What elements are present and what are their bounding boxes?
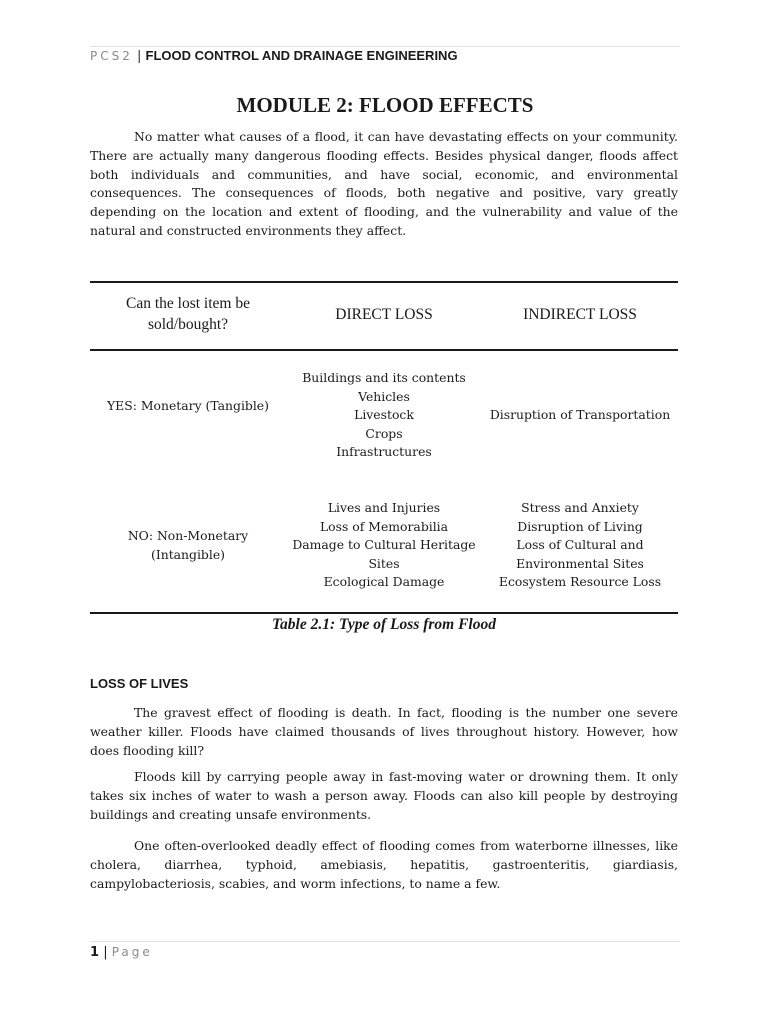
table-header-direct-loss (286, 304, 482, 325)
table-header-line: sold/bought? (147, 316, 229, 333)
cell-line: Crops (365, 425, 403, 441)
cell-line: Lives and Injuries (327, 500, 441, 515)
cell-line: Buildings and its contents (302, 370, 466, 385)
footer-separator: | (103, 945, 108, 960)
cell-line: Vehicles (358, 388, 410, 404)
table-header-line: DIRECT LOSS (335, 306, 433, 323)
table-row-2-direct (286, 499, 482, 592)
cell-line: Livestock (354, 407, 414, 423)
page-label: Page (111, 945, 153, 959)
header-separator: | (137, 49, 142, 64)
body-paragraph: One often-overlooked deadly effect of flooding comes from waterborne illnesses, like cholera, diarrhea, typhoid, amebiasis, hepatitis, gastroenteritis, giardiasis, campylobacteriosis, scabies, and worm infections, to name a few. (90, 838, 678, 891)
intro-paragraph: No matter what causes of a flood, it can have devastating effects on your community. There are actually many dangerous flooding effects. Besides physical danger, floods affect both individuals and communities, and have social, economic, and environmental consequences. The consequences of floods, both negative and positive, vary greatly depending on the location and extent of flooding, and the vulnerability and value of the natural and constructed environments they affect. (90, 129, 678, 238)
table-bottom-rule (90, 612, 678, 614)
table-header-indirect-loss (482, 304, 678, 325)
course-title: FLOOD CONTROL AND DRAINAGE ENGINEERING (145, 48, 458, 63)
table-row-1-indirect (482, 406, 678, 425)
table-header-line: INDIRECT LOSS (523, 306, 637, 323)
cell-line: Loss of Memorabilia (319, 518, 449, 534)
footer-rule (90, 941, 680, 942)
table-row-1-category (90, 397, 286, 416)
table-row-1-direct (286, 369, 482, 462)
cell-line: Stress and Anxiety (521, 500, 639, 515)
cell-line: Environmental Sites (516, 555, 644, 571)
cell-line: Loss of Cultural and (516, 537, 644, 553)
table-top-rule (90, 281, 678, 283)
cell-line: Disruption of Transportation (489, 407, 671, 422)
body-paragraph: Floods kill by carrying people away in fast-moving water or drowning them. It only takes six inches of water to wash a person away. Floods can also kill people by destroying buildings and creating unsafe environments. (90, 769, 678, 822)
table-row-2-category (90, 527, 286, 564)
cell-line: Ecosystem Resource Loss (498, 574, 662, 590)
table-row-2-indirect (482, 499, 678, 592)
cell-line: Sites (368, 555, 400, 571)
course-code: PCS2 (90, 49, 133, 63)
body-paragraph: The gravest effect of flooding is death. In fact, flooding is the number one severe weather killer. Floods have claimed thousands of lives throughout history. However, how does flooding kill? (90, 705, 678, 758)
table-caption: Table 2.1: Type of Loss from Flood (271, 616, 496, 633)
module-title: MODULE 2: FLOOD EFFECTS (236, 93, 534, 117)
table-header-line: Can the lost item be (126, 295, 250, 312)
cell-line: Damage to Cultural Heritage (292, 537, 476, 553)
section-heading: LOSS OF LIVES (90, 676, 189, 691)
cell-line: NO: Non-Monetary (127, 528, 249, 543)
table-header-sellable (90, 293, 286, 335)
cell-line: Ecological Damage (323, 574, 445, 590)
cell-line: (Intangible) (150, 546, 225, 562)
cell-line: Infrastructures (336, 444, 432, 460)
cell-line: YES: Monetary (Tangible) (107, 398, 269, 413)
cell-line: Disruption of Living (517, 518, 643, 534)
page-footer (90, 944, 153, 961)
page-number: 1 (90, 945, 100, 960)
page-header (90, 47, 680, 66)
table-header-rule (90, 349, 678, 351)
